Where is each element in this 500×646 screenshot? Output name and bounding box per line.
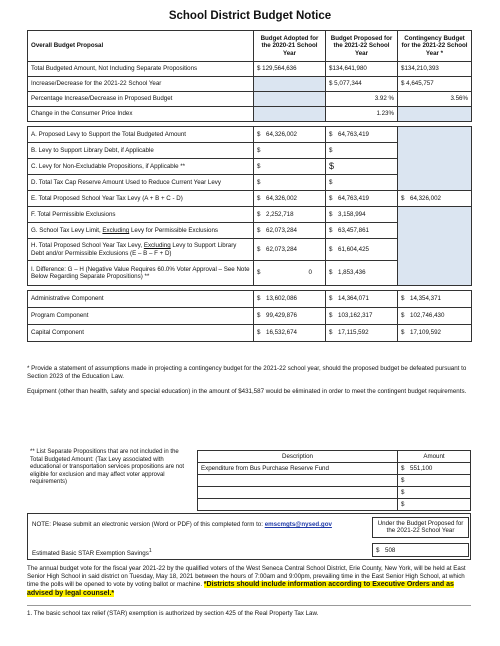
footnote-divider — [27, 605, 471, 606]
footnote: 1. The basic school tax relief (STAR) exemption is authorized by section 425 of the Real Property Tax Law. — [27, 610, 319, 617]
table-row: $ — [198, 475, 471, 487]
star-savings-value: $ 508 — [372, 543, 469, 557]
table-row: D. Total Tax Cap Reserve Amount Used to Reduce Current Year Levy $ $ — [28, 175, 472, 191]
budget-table — [27, 30, 472, 342]
table-row: Capital Component $ 16,532,674 $ 17,115,592 $ 17,109,592 — [28, 325, 472, 342]
table-row: H. Total Proposed School Year Tax Levy, Excluding Levy to Support Library Debt and/or Permissible Exclusions (E – B – F + D) $ 62,073,284 $ 61,604,425 — [28, 239, 472, 261]
email-link[interactable]: emscmgts@nysed.gov — [264, 521, 332, 528]
table-row: Administrative Component $ 13,602,086 $ 14,364,071 $ 14,354,371 — [28, 291, 472, 308]
table-row: G. School Tax Levy Limit, Excluding Levy for Permissible Exclusions $ 62,073,284 $ 63,457,861 — [28, 223, 472, 239]
submission-box — [27, 513, 471, 560]
table-row: C. Levy for Non-Excludable Propositions, if Applicable ** $ $ — [28, 159, 472, 175]
table-row: Expenditure from Bus Purchase Reserve Fund $ 551,100 — [198, 463, 471, 475]
header-contingency: Contingency Budget for the 2021-22 School Year * — [398, 31, 472, 62]
header-adopted: Budget Adopted for the 2020-21 School Year — [254, 31, 326, 62]
table-row: $ — [198, 487, 471, 499]
separate-propositions-table — [197, 450, 471, 511]
equipment-note: Equipment (other than health, safety and special education) in the amount of $431,587 would be eliminated in order to meet the contingent budget requirements. — [27, 388, 467, 396]
under-budget-label: Under the Budget Proposed for the 2021-22 School Year — [372, 517, 469, 538]
separate-propositions-note: ** List Separate Propositions that are not included in the Total Budgeted Amount: (Tax Levy associated with educational or transportation services propositions are not eligible for exclusion and may affect voter approval requirements) — [30, 449, 185, 485]
table-row: B. Levy to Support Library Debt, if Applicable $ $ — [28, 143, 472, 159]
amount-header: Amount — [398, 451, 471, 463]
submit-note: NOTE: Please submit an electronic version (Word or PDF) of this completed form to: emscmgts@nysed.gov — [32, 521, 332, 528]
vote-statement: The annual budget vote for the fiscal year 2021-22 by the qualified voters of the West Seneca Central School District, Erie County, New York, will be held at East Senior High School in said district on Tuesday, May 18, 2021 between the hours of 7:00am and 9:00pm, prevailing time in the East Senior High School, at which time the polls will be opened to vote by voting ballot or machine. *Districts should include information according to Executive Orders and as advised by legal counsel.* — [27, 565, 466, 597]
table-row: Percentage Increase/Decrease in Proposed Budget 3.92 % 3.56% — [28, 92, 472, 107]
legal-highlight: *Districts should include information according to Executive Orders and as advised by legal counsel.* — [27, 580, 454, 597]
table-row: Program Component $ 99,429,876 $ 103,162,317 $ 102,746,430 — [28, 308, 472, 325]
contingency-note: * Provide a statement of assumptions made in projecting a contingency budget for the 2021-22 school year, should the proposed budget be defeated pursuant to Section 2023 of the Education Law. — [27, 365, 467, 381]
header-proposed: Budget Proposed for the 2021-22 School Year — [326, 31, 398, 62]
table-row: E. Total Proposed School Year Tax Levy (A + B + C - D) $ 64,326,002 $ 64,763,419 $ 64,326,002 — [28, 191, 472, 207]
table-row: Increase/Decrease for the 2021-22 School Year $ 5,077,344 $ 4,645,757 — [28, 77, 472, 92]
notes-section — [27, 365, 471, 403]
description-header: Description — [198, 451, 398, 463]
header-row — [28, 31, 472, 62]
table-row: $ — [198, 499, 471, 511]
table-row: A. Proposed Levy to Support the Total Budgeted Amount $ 64,326,002 $ 64,763,419 — [28, 127, 472, 143]
table-row: Change in the Consumer Price Index 1.23% — [28, 107, 472, 122]
table-row: F. Total Permissible Exclusions $ 2,252,718 $ 3,158,994 — [28, 207, 472, 223]
header-overall: Overall Budget Proposal — [28, 31, 254, 62]
star-savings-label: Estimated Basic STAR Exemption Savings$^1$ — [32, 548, 152, 558]
page-title: School District Budget Notice — [168, 10, 332, 22]
table-row: I. Difference: G – H (Negative Value Requires 60.0% Voter Approval – See Note Below Regarding Separate Propositions) ** $ 0 $ 1,853,436 — [28, 261, 472, 286]
table-row: Total Budgeted Amount, Not Including Separate Propositions $ 129,564,636 $134,641,980 $134,210,393 — [28, 62, 472, 77]
